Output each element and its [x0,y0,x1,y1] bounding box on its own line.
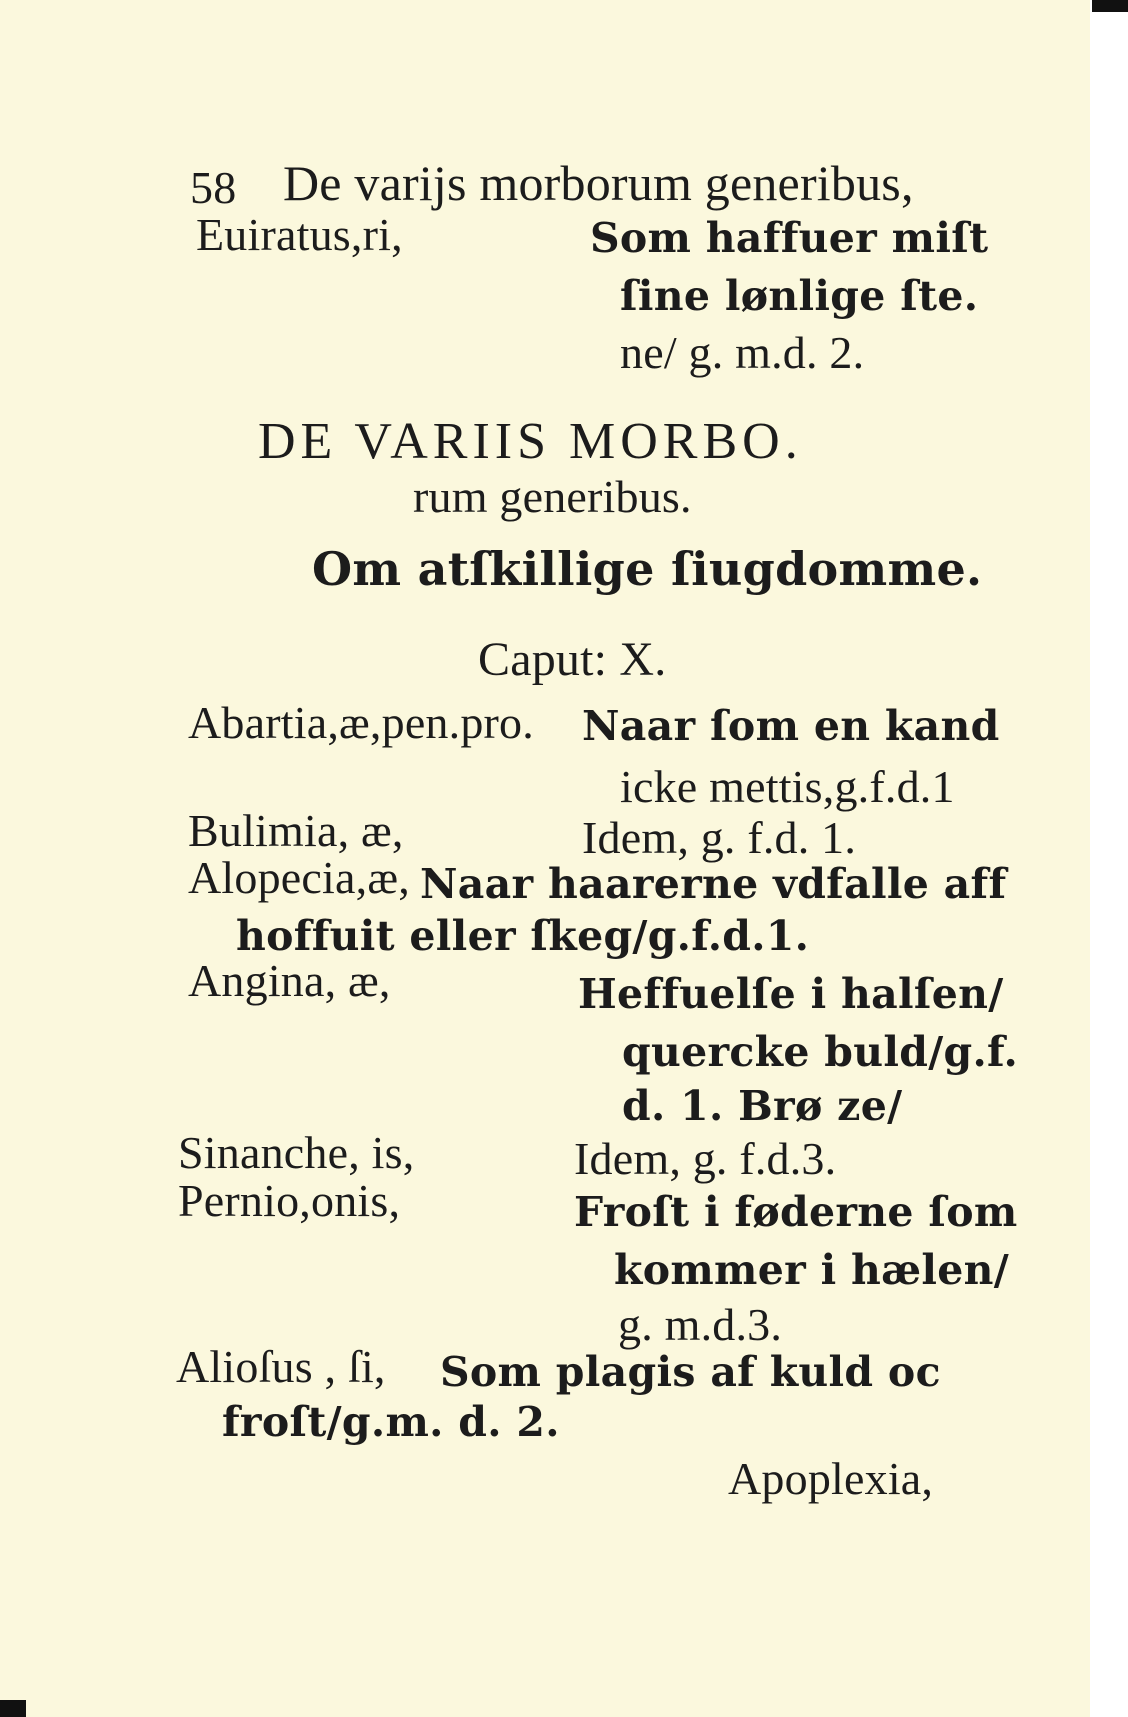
entry-angina-danish-cont1: quercke buld/g.f. [622,1028,1019,1076]
entry-abartia-danish-cont: icke mettis,g.f.d.1 [620,761,955,812]
entry-bulimia-latin: Bulimia, æ, [188,805,404,856]
entry-aliosus-danish: Som plagis af kuld oc [440,1348,941,1396]
entry-angina-danish: Heffuelſe i halſen/ [578,970,1004,1018]
entry-angina-latin: Angina, æ, [188,955,391,1006]
scan-edge-mark-bottom [0,1700,26,1717]
entry-aliosus-danish-cont: froſt/g.m. d. 2. [222,1398,560,1446]
entry-pernio-ref: g. m.d.3. [618,1299,783,1350]
section-heading-latin: DE VARIIS MORBO. [258,413,803,470]
page-number: 58 [190,162,237,213]
section-heading-danish: Om atſkillige ſiugdomme. [312,542,983,596]
entry-aliosus-latin: Alioſus , ſi, [176,1341,386,1392]
section-heading-latin-cont: rum generibus. [413,471,692,522]
entry-angina-danish-cont2: d. 1. Brø ze/ [622,1082,903,1130]
running-title: De varijs morborum generibus, [283,155,914,211]
entry-abartia-danish: Naar ſom en kand [582,702,1000,750]
entry-sinanche-ref: Idem, g. f.d.3. [574,1133,837,1184]
entry-pernio-danish: Froſt i føderne ſom [574,1188,1018,1236]
entry-euiratus-latin: Euiratus,ri, [196,209,403,260]
entry-pernio-latin: Pernio,onis, [178,1175,401,1226]
entry-euiratus-danish-cont: ſine lønlige ſte. [620,272,979,320]
entry-abartia-latin: Abartia,æ,pen.pro. [188,697,534,748]
entry-sinanche-latin: Sinanche, is, [178,1127,415,1178]
catchword: Apoplexia, [728,1453,934,1504]
entry-euiratus-ref: ne/ g. m.d. 2. [620,327,865,378]
chapter-title: Caput: X. [478,633,667,686]
entry-euiratus-danish: Som haffuer miſt [590,214,989,262]
entry-alopecia-latin: Alopecia,æ, [188,852,410,903]
entry-alopecia-danish-cont: hoffuit eller ſkeg/g.f.d.1. [236,912,810,960]
scan-edge-mark [1092,0,1128,12]
entry-bulimia-ref: Idem, g. f.d. 1. [582,812,857,863]
entry-alopecia-danish: Naar haarerne vdfalle aff [420,860,1007,908]
entry-pernio-danish-cont1: kommer i hælen/ [614,1246,1010,1294]
